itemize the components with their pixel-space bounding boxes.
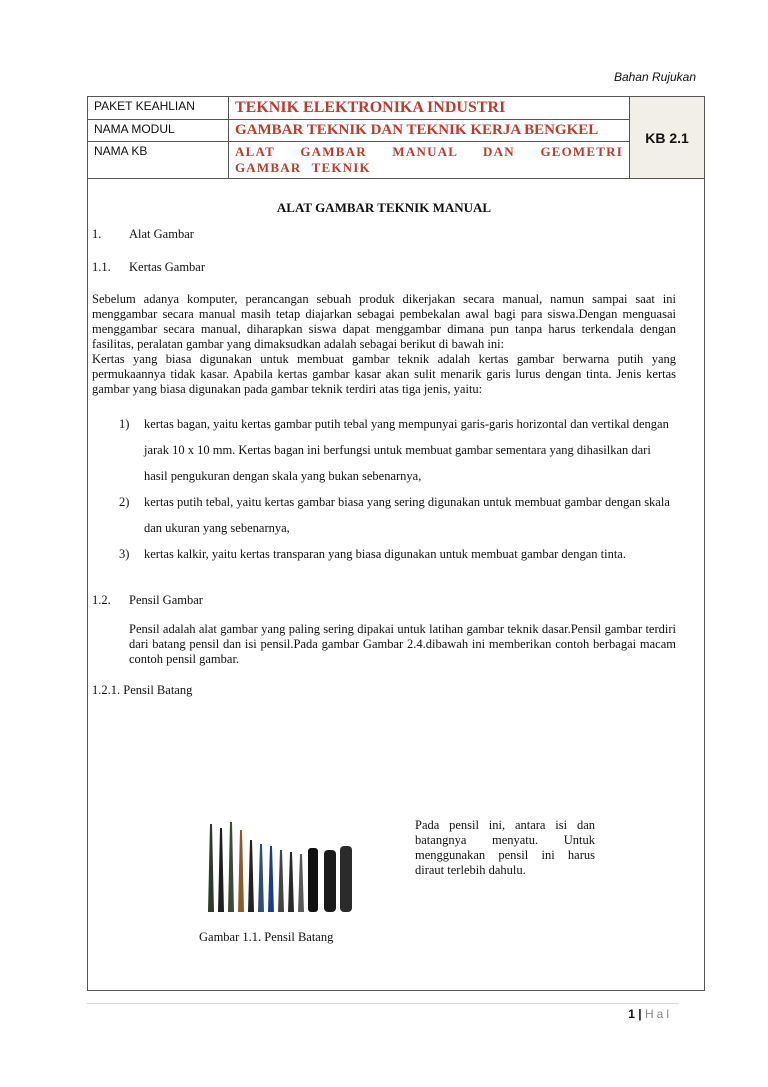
list-item [119,541,676,567]
list-text: kertas kalkir, yaitu kertas transparan yang biasa digunakan untuk membuat gambar dengan tinta. [144,547,626,561]
paragraph: Pensil adalah alat gambar yang paling sering dipakai untuk latihan gambar teknik dasar.Pensil gambar terdiri dari batang pensil dan isi pensil.Pada gambar Gambar 2.4.dibawah ini memberikan contoh berbagai macam contoh pensil gambar. [129,622,676,666]
pencil-description: Pada pensil ini, antara isi dan batangnya menyatu. Untuk menggunakan pensil ini harus diraut terlebih dahulu. [415,818,595,877]
heading-kertas-gambar [92,260,676,275]
page-number-value: 1 [628,1007,635,1021]
list-text: kertas putih tebal, yaitu kertas gambar biasa yang sering digunakan untuk membuat gambar dengan skala dan ukuran yang sebenarnya, [144,495,670,535]
list-marker: 3) [119,547,130,561]
footer-divider [87,1003,679,1004]
header-row [88,120,705,142]
heading-number: 1. [92,227,102,241]
list-marker: 1) [119,417,130,431]
paragraph: Sebelum adanya komputer, perancangan sebuah produk dikerjakan secara manual, namun sampai saat ini menggambar secara manual masih tetap diajarkan sebagai pembekalan awal bagi para siswa.Dengan menguasai menggambar secara manual, diharapkan siswa dapat menggambar dimana pun tanpa harus terkendala dengan fasilitas, peralatan gambar yang dimaksudkan adalah sebagai berikut di bawah ini: [92,292,676,351]
value-nama-modul: GAMBAR TEKNIK DAN TEKNIK KERJA BENGKEL [229,120,630,142]
page-separator: | [638,1007,642,1021]
module-header-table [87,96,705,179]
value-paket-keahlian: TEKNIK ELEKTRONIKA INDUSTRI [229,97,630,120]
list-text: kertas bagan, yaitu kertas gambar putih tebal yang mempunyai garis-garis horizontal dan vertikal dengan jarak 10 x 10 mm. Kertas bagan ini berfungsi untuk membuat gambar sementara yang dihasilkan dari hasil pengukuran dengan skala yang bukan sebenarnya, [144,417,669,483]
heading-number: 1.2. [92,593,111,607]
section-title: ALAT GAMBAR TEKNIK MANUAL [276,200,492,215]
header-row [88,142,705,179]
value-nama-kb: ALAT GAMBAR MANUAL DAN GEOMETRI GAMBAR TEKNIK [229,142,630,179]
label-paket-keahlian: PAKET KEAHLIAN [88,97,229,120]
list-marker: 2) [119,495,130,509]
heading-number: 1.1. [92,260,111,274]
pencils-image [198,816,358,916]
document-body [92,200,676,698]
page-number [628,1007,672,1021]
heading-pensil-gambar [92,593,676,608]
page-label: Hal [644,1007,672,1021]
header-row [88,97,705,120]
heading-text: Alat Gambar [129,227,194,241]
list-item [119,411,676,489]
paper-types-list [92,411,676,567]
label-nama-kb: NAMA KB [88,142,229,179]
figure-caption: Gambar 1.1. Pensil Batang [199,930,334,944]
label-nama-modul: NAMA MODUL [88,120,229,142]
heading-pensil-batang: 1.2.1. Pensil Batang [92,683,193,697]
heading-text: Kertas Gambar [129,260,206,274]
paragraph: Kertas yang biasa digunakan untuk membuat gambar teknik adalah kertas gambar berwarna putih yang permukaannya tidak kasar. Apabila kertas gambar kasar akan sulit menarik garis lurus dengan tinta. Jenis kertas gambar yang biasa digunakan pada gambar teknik terdiri atas tiga jenis, yaitu: [92,352,676,396]
list-item [119,489,676,541]
kb-code: KB 2.1 [630,97,705,179]
heading-text: Pensil Gambar [129,593,203,607]
reference-label: Bahan Rujukan [613,70,696,84]
heading-alat-gambar [92,227,676,242]
